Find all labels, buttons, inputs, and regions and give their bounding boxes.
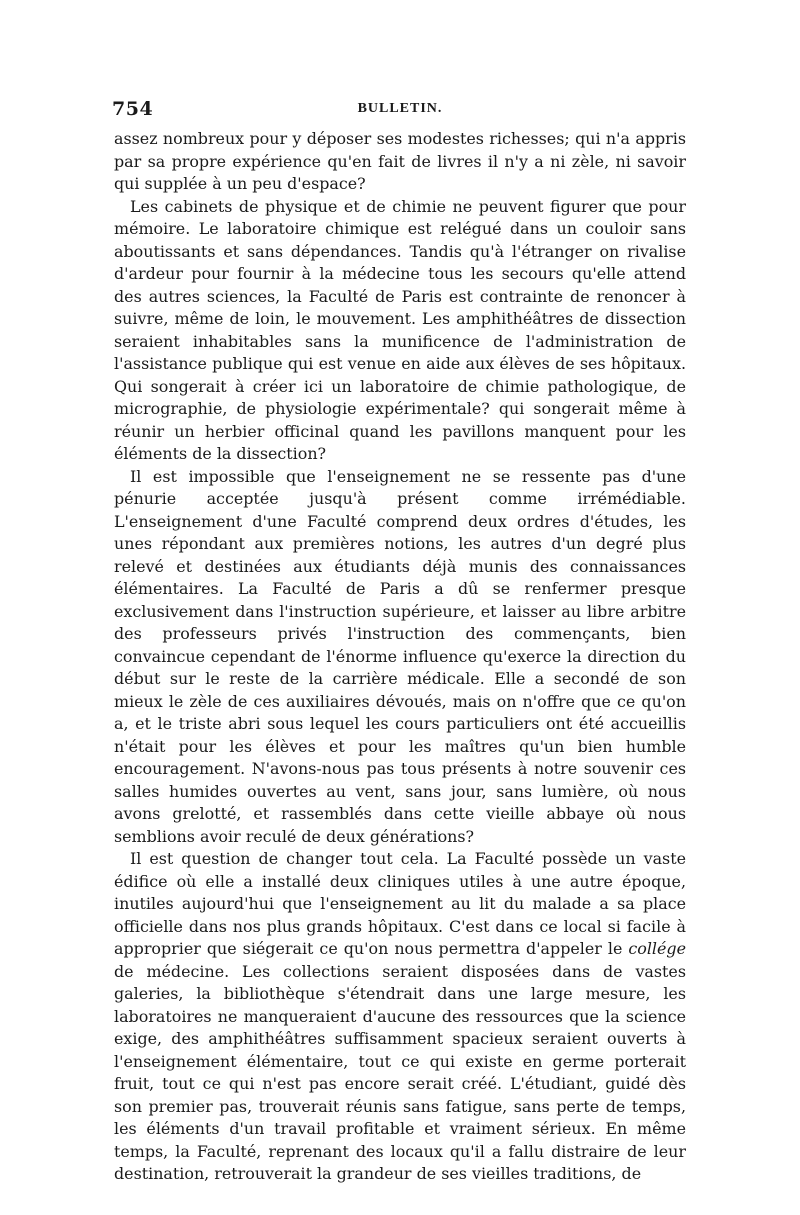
paragraph-text-after: de médecine. Les collections seraient disposées dans de vastes galeries, la bibliothèque s'étendrait dans une large mesure, les laboratoires ne manqueraient d'aucune des ressources que la science exige, des amphithéâtres suffisamment spacieux seraient ouverts à l'enseignement élémentaire, tout ce qui existe en germe porterait fruit, tout ce qui n'est pas encore serait créé. L'étudiant, guidé dès son premier pas, trouverait réunis sans fatigue, sans perte de temps, les éléments d'un travail profitable et vraiment sérieux. En même temps, la Faculté, reprenant des locaux qu'il a fallu distraire de leur destination, retrouverait la grandeur de ses vieilles traditions, de — [114, 961, 686, 1183]
running-title: BULLETIN. — [357, 101, 443, 116]
page-number: 754 — [112, 98, 154, 120]
running-header — [112, 98, 688, 122]
paragraph-enseignement: Il est impossible que l'enseignement ne se ressente pas d'une pénurie acceptée jusqu'à présent comme irrémédiable. L'enseignement d'une Faculté comprend deux ordres d'études, les unes répondant aux premières notions, les autres d'un degré plus relevé et destinées aux étudiants déjà munis des connaissances élémentaires. La Faculté de Paris a dû se renfermer presque exclusivement dans l'instruction supérieure, et laisser au libre arbitre des professeurs privés l'instruction des commençants, bien convaincue cependant de l'énorme influence qu'exerce la direction du début sur le reste de la carrière médicale. Elle a secondé de son mieux le zèle de ces auxiliaires dévoués, mais on n'offre que ce qu'on a, et le triste abri sous lequel les cours particuliers ont été accueillis n'était pour les élèves et pour les maîtres qu'un bien humble encouragement. N'avons-nous pas tous présents à notre souvenir ces salles humides ouvertes au vent, sans jour, sans lumière, où nous avons grelotté, et rassemblés dans cette vieille abbaye où nous semblions avoir reculé de deux générations? — [114, 466, 686, 846]
italic-term: collége — [628, 939, 686, 958]
paragraph-cabinets: Les cabinets de physique et de chimie ne peuvent figurer que pour mémoire. Le laboratoire chimique est relégué dans un couloir sans aboutissants et sans dépendances. Tandis qu'à l'étranger on rivalise d'ardeur pour fournir à la médecine tous les secours qu'elle attend des autres sciences, la Faculté de Paris est contrainte de renoncer à suivre, même de loin, le mouvement. Les amphithéâtres de dissection seraient inhabitables sans la munificence de l'administration de l'assistance publique qui est venue en aide aux élèves de ses hôpitaux. Qui songerait à créer ici un laboratoire de chimie pathologique, de micrographie, de physiologie expérimentale? qui songerait même à réunir un herbier officinal quand les pavillons manquent pour les éléments de la dissection? — [114, 196, 686, 463]
paragraph-text-before: Il est question de changer tout cela. La Faculté possède un vaste édifice où elle a installé deux cliniques utiles à une autre époque, inutiles aujourd'hui que l'enseignement au lit du malade a sa place officielle dans nos plus grands hôpitaux. C'est dans ce local si facile à approprier que siégerait ce qu'on nous permettra d'appeler le — [114, 849, 686, 958]
paragraph-changer — [114, 848, 686, 1186]
paragraph-continuation: assez nombreux pour y déposer ses modestes richesses; qui n'a appris par sa propre expérience qu'en fait de livres il n'y a ni zèle, ni savoir qui supplée à un peu d'espace? — [114, 129, 686, 193]
body-text — [114, 128, 686, 1186]
